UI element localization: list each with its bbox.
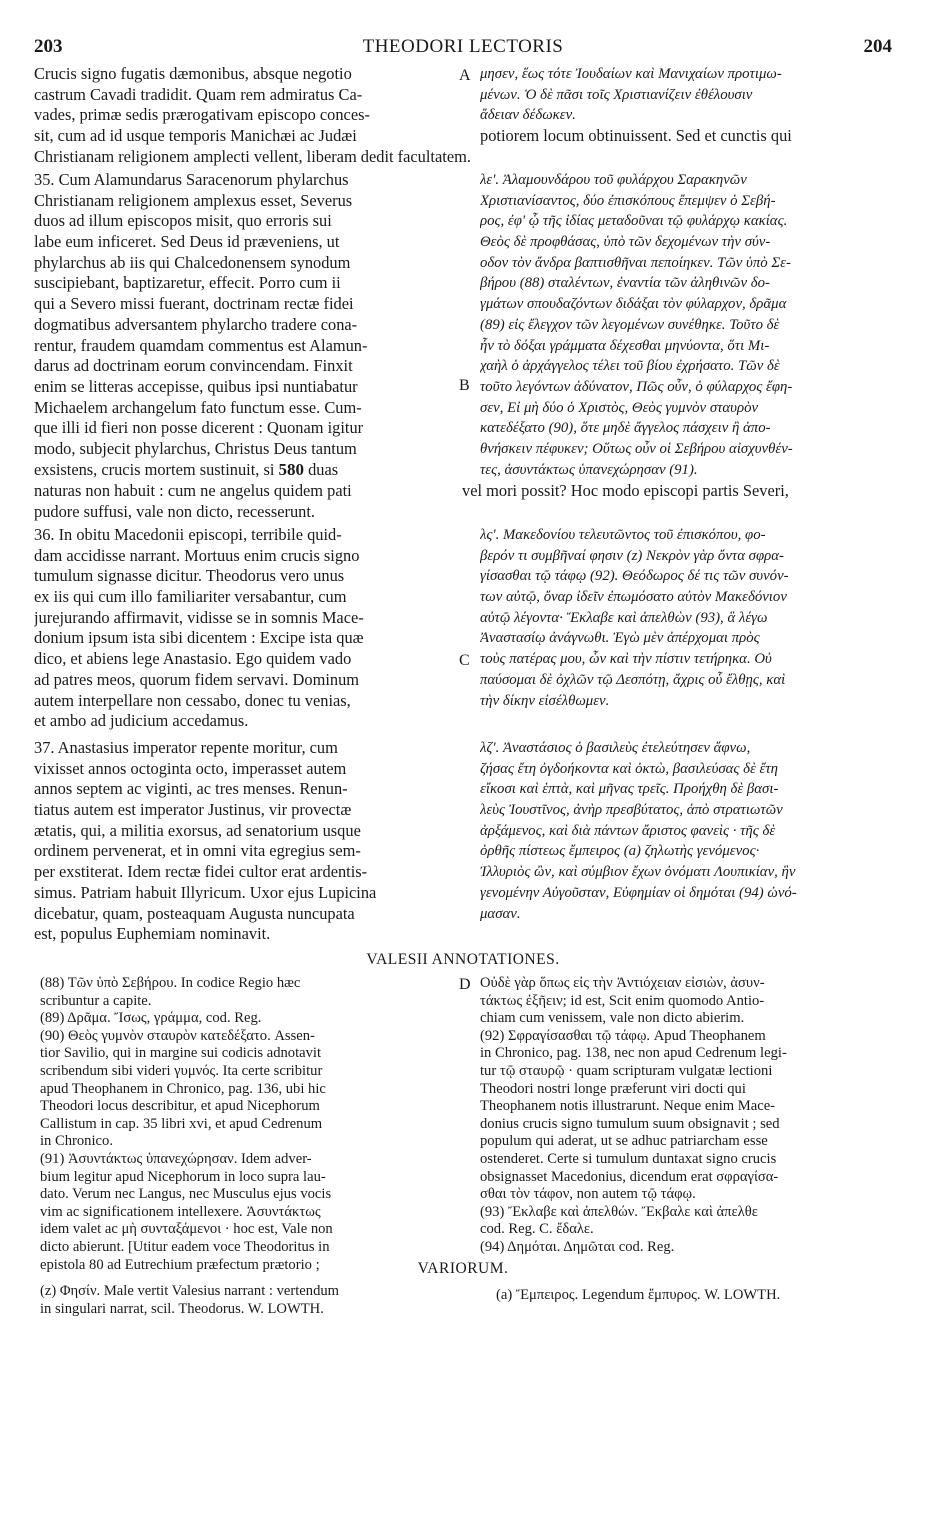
note-92: (92) Σφραγίσασθαι τῷ τάφῳ. Apud Theophanem (480, 1027, 766, 1044)
section-37-start: 37. Anastasius imperator repente moritur, cum (34, 738, 338, 757)
latin-line: Christianam religionem amplexus esset, Severus (34, 190, 353, 210)
latin-column-block4 (34, 738, 462, 945)
greek-line: ζήσας ἔτη ὀγδοήκοντα καὶ ὀκτὼ, βασιλεύσας δὲ ἔτη (480, 760, 779, 777)
full-width-line (34, 481, 892, 502)
note-line: epistola 80 ad Eutrechium præfectum prætorio ; (40, 1256, 320, 1273)
greek-line: μένων. Ὁ δὲ πᾶσι τοῖς Χριστιανίζειν ἐθέλουσιν (480, 86, 753, 103)
note-line: in singulari narrat, scil. Theodorus. W. LOWTH. (40, 1300, 324, 1317)
note-line: Οὐδὲ γὰρ ὅπως εἰς τὴν Ἀντιόχειαν εἰσιὼν, ἀσυν- (480, 975, 765, 991)
greek-line: Χριστιανίσαντος, δύο ἐπισκόπους ἔπεμψεν ὁ Σεβή- (480, 192, 776, 209)
note-line: populum qui aderat, ut se adhuc patriarcham esse (480, 1133, 768, 1150)
latin-line: modo, subjecit phylarchus, Christus Deus tantum (34, 438, 357, 458)
note-line: Theodori locus describitur, et apud Nicephorum (40, 1098, 320, 1115)
note-90: (90) Θεὸς γυμνὸν σταυρὸν κατεδέξατο. Assen- (40, 1027, 315, 1044)
margin-marker-a: A (459, 67, 471, 84)
latin-column-block2 (34, 170, 462, 480)
greek-column-block2 (480, 170, 892, 480)
note-line: Theophanem notis illustrarunt. Neque enim Mace- (480, 1098, 776, 1115)
page (34, 36, 892, 1317)
note-line: bium legitur apud Nicephorum in loco supra lau- (40, 1168, 326, 1185)
greek-line: ἦν τὸ δόξαι γράμματα δέχεσθαι μηνύοντα, ὅτι Μι- (480, 337, 770, 354)
note-line: vim ac significationem intellexere. Ἀσυντάκτως (40, 1203, 321, 1220)
note-line: tior Savilio, qui in margine sui codicis adnotavit (40, 1045, 322, 1062)
greek-line: ἀρξάμενος, καὶ διὰ πάντων ἄριστος φανεὶς · τῆς δὲ (480, 822, 776, 839)
latin-line: autem interpellare non cessabo, donec tu venias, (34, 690, 351, 710)
latin-line-end: duas (308, 459, 339, 479)
greek-column-block4 (480, 738, 892, 924)
note-line: ostenderet. Certe si tumulum duntaxat signo crucis (480, 1150, 777, 1167)
latin-line: per exstiterat. Idem rectæ fidei cultor erat ardentis- (34, 862, 368, 882)
greek-column-block3 (480, 525, 892, 711)
valesii-notes-left (40, 975, 462, 1274)
latin-line: Michaelem archangelum fato functum esse. Cum- (34, 397, 362, 417)
note-line: cod. Reg. C. ἔδαλε. (480, 1221, 594, 1238)
latin-line: duos ad illum episcopos misit, quo erroris sui (34, 211, 332, 231)
latin-column-block1 (34, 64, 462, 147)
latin-line: ordinem pervenerat, et in omni vita egregius sem- (34, 841, 361, 861)
latin-line: dam accidisse narrant. Mortuus enim crucis signo (34, 545, 360, 565)
valesii-notes-right (480, 975, 892, 1257)
latin-line: naturas non habuit : cum ne angelus quidem pati (34, 481, 352, 500)
note-93: (93) Ἔκλαβε καὶ ἀπελθών. Ἔκβαλε καὶ ἀπελθε (480, 1203, 758, 1220)
greek-line: των αὐτῷ, ὄναρ ἰδεῖν ἐπωμόσατο αὐτὸν Μακεδόνιον (480, 589, 787, 606)
variorum-notes-right (496, 1287, 892, 1305)
full-width-line: Christianam religionem amplecti vellent, liberam dedit facultatem. (34, 147, 471, 166)
latin-line: dico, et abiens lege Anastasio. Ego quidem vado (34, 649, 352, 669)
folio-marker: 580 (278, 459, 304, 479)
note-88: (88) Τῶν ὑπὸ Σεβήρου. In codice Regio hæc (40, 975, 301, 991)
section-35-greek-start: λε'. Ἀλαμουνδάρου τοῦ φυλάρχου Σαρακηνῶν (480, 172, 747, 188)
greek-line: σεν, Εἰ μὴ δύο ὁ Χριστὸς, Θεὸς γυμνὸν σταυρὸν (480, 399, 759, 416)
latin-line: enim se litteras accepisse, quibus ipsi nuntiabatur (34, 376, 358, 396)
latin-line: vixisset annos octoginta octo, imperasset autem (34, 758, 347, 778)
greek-line: ὀρθῆς πίστεως ἔμπειρος (a) ζηλωτὴς γενόμενος· (480, 843, 760, 860)
note-line: τάκτως ἐξῆειν; id est, Scit enim quomodo Antio- (480, 992, 765, 1009)
greek-line: μασαν. (480, 905, 521, 922)
latin-line: tiatus autem est imperator Justinus, vir provectæ (34, 800, 352, 820)
greek-line: τοῦτο λεγόντων ἀδύνατον, Πῶς οὖν, ὁ φύλαρχος ἔφη- (480, 378, 793, 395)
greek-line: κατεδέξατο (90), ὅτε μηδὲ ἄγγελος πάσχειν ἢ ἀπο- (480, 420, 771, 437)
note-94: (94) Δημόται. Δημῶται cod. Reg. (480, 1238, 675, 1255)
latin-line: tumulum signasse dicitur. Theodorus vero unus (34, 566, 345, 586)
right-page-number: 204 (863, 36, 892, 57)
greek-line: γίσασθαι τῷ τάφῳ (92). Θεόδωρος δέ τις τῶν συνόν- (480, 568, 789, 585)
greek-line: γμάτων σπουδαζόντων διδάξαι τὸν φύλαρχον, δρᾶμα (480, 296, 787, 313)
latin-line: donium ipsum ista sibi dicentem : Excipe ista quæ (34, 628, 364, 648)
greek-line: θνήσκειν πέφυκεν; Οὕτως οὖν οἱ Σεβήρου αἰσχυνθέν- (480, 440, 793, 457)
note-line: dato. Verum nec Langus, nec Musculus ejus vocis (40, 1186, 332, 1203)
note-line: in Chronico. (40, 1133, 113, 1150)
greek-line: τὴν δίκην εἰσέλθωμεν. (480, 692, 610, 709)
greek-line: παύσομαι δὲ ὀχλῶν τῷ Δεσπότῃ, ἄχρις οὗ ἔλθῃς, καὶ (480, 671, 786, 688)
greek-line: (89) εἰς ἔλεγχον τῶν λεγομένων συνέθηκε. Τοῦτο δὲ (480, 316, 780, 333)
note-line: scribuntur a capite. (40, 992, 152, 1009)
latin-line: dicebatur, quam, posteaquam Augusta nuncupata (34, 903, 355, 923)
note-a: (a) Ἔμπειρος. Legendum ἔμπυρος. W. LOWTH. (496, 1287, 781, 1303)
note-line: σθαι τὸν τάφον, non autem τῷ τάφῳ. (480, 1186, 696, 1203)
full-width-line: pudore suffusi, vale non dicto, recesserunt. (34, 502, 315, 521)
left-page-number: 203 (34, 36, 63, 57)
latin-line: vades, primæ sedis prærogativam episcopo conces- (34, 105, 370, 125)
latin-line: et ambo ad judicium accedamus. (34, 711, 249, 731)
margin-marker-c: C (459, 652, 470, 669)
greek-line: λεὺς Ἰουστῖνος, ἀνὴρ πρεσβύτατος, ἀπὸ στρατιωτῶν (480, 802, 783, 819)
note-line: apud Theophanem in Chronico, pag. 136, ubi hic (40, 1080, 326, 1097)
note-line: idem valet ac μὴ συνταξάμενοι · hoc est, Vale non (40, 1221, 333, 1238)
margin-marker-d: D (459, 976, 471, 993)
latin-line: simus. Patriam habuit Illyricum. Uxor ejus Lupicina (34, 882, 377, 902)
latin-line: suscipiebant, baptizaretur, effecit. Porro cum ii (34, 273, 341, 293)
greek-line: Θεὸς δὲ προφθάσας, ὑπὸ τῶν δεχομένων τὴν σύν- (480, 234, 771, 251)
running-title: THEODORI LECTORIS (362, 36, 564, 57)
latin-line: rentur, fraudem quamdam commentus est Alamun- (34, 335, 368, 355)
valesii-annotations-title: VALESII ANNOTATIONES. (366, 951, 560, 968)
latin-line (34, 460, 462, 481)
section-37-greek-start: λζ'. Ἀναστάσιος ὁ βασιλεὺς ἐτελεύτησεν ἄφνω, (480, 740, 751, 756)
latin-line: castrum Cavadi tradidit. Quam rem admiratus Ca- (34, 84, 363, 104)
greek-line: αὐτῷ λέγοντα· Ἔκλαβε καὶ ἀπελθὼν (93), ἃ λέγω (480, 609, 768, 626)
latin-line: Crucis signo fugatis dæmonibus, absque negotio (34, 64, 352, 83)
note-line: Callistum in cap. 35 libri xvi, et apud Cedrenum (40, 1115, 323, 1132)
latin-line: est, populus Euphemiam nominavit. (34, 924, 271, 944)
note-line: obsignasset Macedonius, dicendum erat σφραγίσα- (480, 1168, 779, 1185)
latin-line: qui a Severo missi fuerant, doctrinam rectæ fidei (34, 294, 354, 314)
note-line: scribendum sibi videri γυμνός. Ita certe scribitur (40, 1062, 323, 1079)
note-line: tur τῷ σταυρῷ · quam scripturam vulgatæ lectioni (480, 1062, 773, 1079)
latin-line: ætatis, qui, a militia exorsus, ad senatorium usque (34, 820, 361, 840)
latin-line: dogmatibus adversantem phylarcho tradere cona- (34, 314, 358, 334)
latin-line: ad patres meos, quorum fidem servavi. Dominum (34, 669, 360, 689)
greek-line: ἄδειαν δέδωκεν. (480, 107, 576, 124)
greek-line: βήρου (88) σταλέντων, ἐναντία τῶν ἀληθινῶν δο- (480, 275, 770, 292)
latin-line: vel mori possit? Hoc modo episcopi partis Severi, (462, 481, 789, 500)
latin-line: jurejurando affirmavit, vidisse se in somnis Mace- (34, 607, 364, 627)
note-line: chiam cum venissem, vale non dicto abierim. (480, 1010, 745, 1027)
greek-line: τοὺς πατέρας μου, ὧν καὶ τὴν πίστιν τετήρηκα. Οὐ (480, 651, 772, 668)
section-36-greek-start: λς'. Μακεδονίου τελευτῶντος τοῦ ἐπισκόπου, φο- (480, 527, 766, 543)
latin-line: potiorem locum obtinuissent. Sed et cunctis qui (480, 126, 792, 146)
latin-line: ex iis qui cum illo familiariter versabantur, cum (34, 587, 347, 607)
note-line: dicto abierunt. [Utitur eadem voce Theodoritus in (40, 1238, 330, 1255)
variorum-notes-left (40, 1283, 462, 1318)
note-line: in Chronico, pag. 138, nec non apud Cedrenum legi- (480, 1045, 787, 1062)
latin-line: annos septem ac viginti, ac tres menses. Renun- (34, 779, 348, 799)
latin-line-text: exsistens, crucis mortem sustinuit, si (34, 459, 275, 479)
latin-line: labe eum inficeret. Sed Deus id præveniens, ut (34, 232, 340, 252)
greek-line: μησεν, ἕως τότε Ἰουδαίων καὶ Μανιχαίων προτιμω- (480, 66, 782, 82)
greek-line: γενομένην Αὐγοῦσταν, Εὐφημίαν οἱ δημόται (94) ὠνό- (480, 884, 797, 901)
latin-line: phylarchus ab iis qui Chalcedonensem synodum (34, 252, 351, 272)
greek-line: Ἀναστασίῳ ἀνάγνωθι. Ἐγὼ μὲν ἀπέρχομαι πρὸς (480, 630, 760, 647)
page-header (34, 36, 892, 60)
greek-line: ρος, ἐφ' ᾧ τῆς ἰδίας μεταδοῦναι τῷ φυλάρχῳ κακίας. (480, 213, 788, 230)
greek-line: οδον τὸν ἄνδρα βαπτισθῆναι πεποίηκεν. Τῶν ὑπὸ Σε- (480, 254, 791, 271)
greek-column-block1 (480, 64, 892, 147)
latin-column-block3 (34, 525, 462, 732)
latin-line: darus ad doctrinam eorum convincendam. Finxit (34, 356, 353, 376)
note-line: Theodori nostri longe præferunt viri docti qui (480, 1080, 746, 1097)
margin-marker-b: B (459, 377, 470, 394)
note-89: (89) Δρᾶμα. Ἴσως, γράμμα, cod. Reg. (40, 1010, 262, 1027)
greek-line: βερόν τι συμβῆναί φησιν (z) Νεκρὸν γὰρ ὄντα σφρα- (480, 547, 784, 564)
greek-line: Ἰλλυριὸς ὢν, καὶ σύμβιον ἔχων ὀνόματι Λουπικίαν, ἣν (480, 864, 796, 881)
greek-line: εἴκοσι καὶ ἑπτὰ, καὶ μῆνας τρεῖς. Προήχθη δὲ βασι- (480, 781, 779, 798)
greek-line: χαὴλ ὁ ἀρχάγγελος τέλει τοῦ βίου ἐχρήσατο. Τῶν δὲ (480, 358, 780, 375)
section-35-start: 35. Cum Alamundarus Saracenorum phylarchus (34, 170, 349, 189)
greek-line: τες, ἀσυντάκτως ὑπανεχώρησαν (91). (480, 461, 698, 478)
latin-line: sit, cum ad id usque temporis Manichæi ac Judæi (34, 126, 357, 146)
latin-line: que illi id fieri non posse dicerent : Quonam igitur (34, 418, 364, 438)
variorum-title: VARIORUM. (417, 1260, 509, 1277)
note-91: (91) Ἀσυντάκτως ὑπανεχώρησαν. Idem adver- (40, 1150, 312, 1167)
note-line: donius crucis signo tumulum suum obsignavit ; sed (480, 1115, 780, 1132)
note-z: (z) Φησίν. Male vertit Valesius narrant : vertendum (40, 1283, 340, 1299)
section-36-start: 36. In obitu Macedonii episcopi, terribile quid- (34, 525, 342, 544)
